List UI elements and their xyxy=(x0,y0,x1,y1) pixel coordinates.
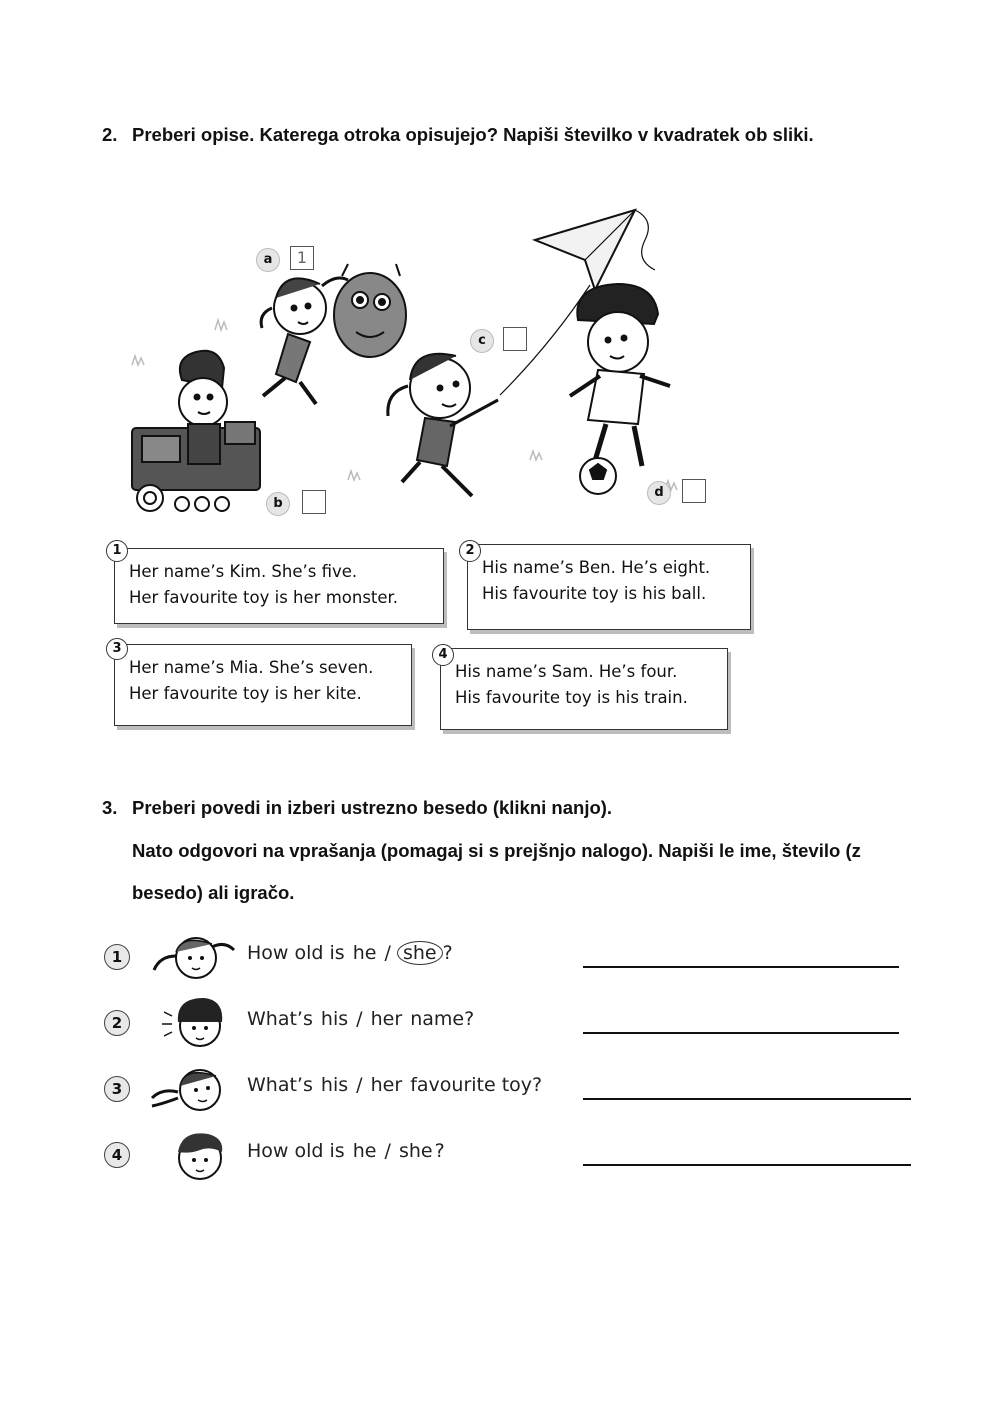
boy-with-train xyxy=(132,351,260,511)
card-1-line-1: Her name’s Kim. She’s five. xyxy=(129,562,358,581)
badge-a: a xyxy=(256,248,280,272)
question-3-text xyxy=(247,1074,542,1096)
question-1-option-she[interactable]: she xyxy=(397,941,443,965)
answer-box-b[interactable] xyxy=(302,490,326,514)
task-3-number: 3. xyxy=(102,797,118,818)
question-2-prefix: What’s xyxy=(247,1008,319,1030)
question-4-separator: / xyxy=(378,1140,397,1162)
question-3-separator: / xyxy=(350,1074,369,1096)
card-2-line-2: His favourite toy is his ball. xyxy=(482,584,707,603)
card-3-number: 3 xyxy=(106,638,128,660)
question-1-separator: / xyxy=(378,942,397,964)
question-1-option-he[interactable]: he xyxy=(352,942,377,964)
children-illustration xyxy=(120,190,740,530)
task-3-line-2: Nato odgovori na vprašanja (pomagaj si s prejšnjo nalogo). Napiši le ime, število (z xyxy=(132,840,861,861)
question-row-2 xyxy=(100,996,920,1052)
task-3-line-3: besedo) ali igračo. xyxy=(132,882,295,903)
question-2-option-his[interactable]: his xyxy=(320,1008,349,1030)
girl-with-monster xyxy=(261,264,406,404)
question-1-text xyxy=(247,942,453,964)
task-3-instruction xyxy=(102,795,612,821)
question-4-text xyxy=(247,1140,445,1162)
question-4-option-he[interactable]: he xyxy=(352,1140,377,1162)
description-card-3 xyxy=(114,644,412,726)
answer-box-d[interactable] xyxy=(682,479,706,503)
card-3-line-1: Her name’s Mia. She’s seven. xyxy=(129,658,374,677)
badge-d: d xyxy=(647,481,671,505)
description-card-2 xyxy=(467,544,751,630)
question-3-answer-field[interactable] xyxy=(583,1098,911,1100)
question-2-number: 2 xyxy=(104,1010,130,1036)
question-2-answer-field[interactable] xyxy=(583,1032,899,1034)
card-4-line-1: His name’s Sam. He’s four. xyxy=(455,662,678,681)
question-3-option-his[interactable]: his xyxy=(320,1074,349,1096)
card-4-line-2: His favourite toy is his train. xyxy=(455,688,688,707)
question-4-suffix: ? xyxy=(434,1140,445,1162)
boy-sam-face-icon xyxy=(144,1128,240,1184)
card-2-number: 2 xyxy=(459,540,481,562)
children-playing-illustration xyxy=(120,190,740,530)
card-4-number: 4 xyxy=(432,644,454,666)
task-2-instruction xyxy=(102,122,814,148)
question-4-option-she[interactable]: she xyxy=(398,1140,433,1162)
question-row-3 xyxy=(100,1062,920,1118)
answer-box-a[interactable]: 1 xyxy=(290,246,314,270)
task-3-line-1: Preberi povedi in izberi ustrezno besedo (klikni nanjo). xyxy=(132,797,613,818)
boy-ben-face-icon xyxy=(144,996,240,1052)
badge-b: b xyxy=(266,492,290,516)
card-1-line-2: Her favourite toy is her monster. xyxy=(129,588,399,607)
badge-c: c xyxy=(470,329,494,353)
question-3-prefix: What’s xyxy=(247,1074,319,1096)
question-row-4 xyxy=(100,1128,920,1184)
question-4-prefix: How old is xyxy=(247,1140,351,1162)
question-4-number: 4 xyxy=(104,1142,130,1168)
card-3-line-2: Her favourite toy is her kite. xyxy=(129,684,362,703)
task-2-text: Preberi opise. Katerega otroka opisujejo? Napiši številko v kvadratek ob sliki. xyxy=(132,124,814,145)
girl-mia-face-icon xyxy=(144,1062,240,1118)
question-4-answer-field[interactable] xyxy=(583,1164,911,1166)
question-2-option-her[interactable]: her xyxy=(370,1008,403,1030)
question-1-answer-field[interactable] xyxy=(583,966,899,968)
answer-box-c[interactable] xyxy=(503,327,527,351)
question-1-suffix: ? xyxy=(442,942,453,964)
question-row-1 xyxy=(100,930,920,986)
question-1-prefix: How old is xyxy=(247,942,351,964)
question-3-number: 3 xyxy=(104,1076,130,1102)
description-card-1 xyxy=(114,548,444,624)
card-1-number: 1 xyxy=(106,540,128,562)
question-2-text xyxy=(247,1008,474,1030)
task-2-number: 2. xyxy=(102,124,118,145)
question-1-number: 1 xyxy=(104,944,130,970)
description-card-4 xyxy=(440,648,728,730)
question-2-suffix: name? xyxy=(404,1008,475,1030)
question-3-suffix: favourite toy? xyxy=(404,1074,543,1096)
girl-kim-face-icon xyxy=(144,930,240,986)
card-2-line-1: His name’s Ben. He’s eight. xyxy=(482,558,711,577)
question-3-option-her[interactable]: her xyxy=(370,1074,403,1096)
boy-with-ball xyxy=(570,284,670,494)
question-2-separator: / xyxy=(350,1008,369,1030)
